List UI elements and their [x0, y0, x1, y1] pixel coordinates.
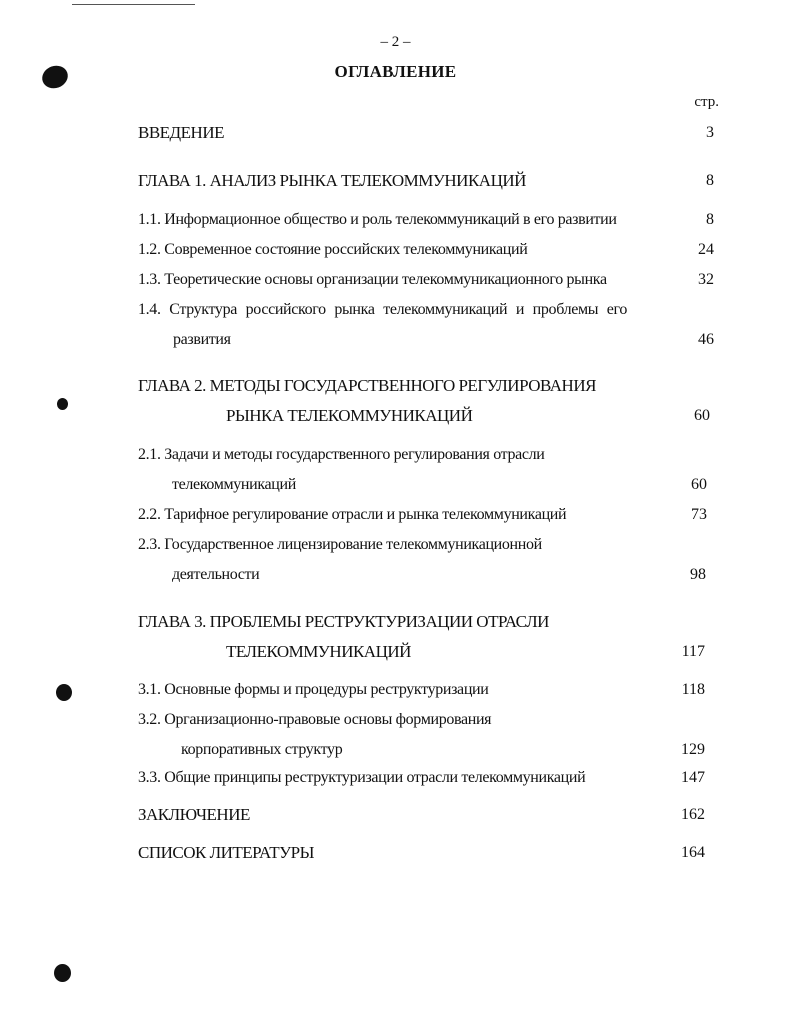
toc-intro-title[interactable]: ВВЕДЕНИЕ [138, 123, 224, 142]
toc-section-1-4-title-line1[interactable]: 1.4. Структура российского рынка телекоммуникаций и проблемы его [138, 301, 628, 318]
toc-section-2-3-title-line2[interactable]: деятельности [172, 566, 260, 583]
toc-section-2-3-title-line1[interactable]: 2.3. Государственное лицензирование телекоммуникационной [138, 536, 542, 553]
toc-section-3-1-title[interactable]: 3.1. Основные формы и процедуры реструктуризации [138, 681, 489, 698]
toc-section-3-3-title[interactable]: 3.3. Общие принципы реструктуризации отрасли телекоммуникаций [138, 769, 586, 786]
toc-section-1-3-title[interactable]: 1.3. Теоретические основы организации телекоммуникационного рынка [138, 271, 607, 288]
toc-chapter-3-title-line1[interactable]: ГЛАВА 3. ПРОБЛЕМЫ РЕСТРУКТУРИЗАЦИИ ОТРАСЛИ [138, 612, 549, 631]
toc-section-1-4-page: 46 [698, 331, 714, 348]
toc-section-1-2-page: 24 [698, 241, 714, 258]
toc-chapter-3-page: 117 [681, 643, 705, 660]
toc-intro-page: 3 [706, 124, 714, 141]
toc-conclusion-title[interactable]: ЗАКЛЮЧЕНИЕ [138, 805, 250, 824]
toc-section-2-3-page: 98 [690, 566, 706, 583]
toc-section-3-1-page: 118 [681, 681, 705, 698]
pages-column-label: стр. [694, 94, 719, 110]
toc-section-2-1-title-line1[interactable]: 2.1. Задачи и методы государственного регулирования отрасли [138, 446, 545, 463]
toc-section-1-2-title[interactable]: 1.2. Современное состояние российских телекоммуникаций [138, 241, 528, 258]
toc-section-3-2-title-line2[interactable]: корпоративных структур [181, 741, 343, 758]
toc-references-page: 164 [681, 844, 705, 861]
toc-section-3-3-page: 147 [681, 769, 705, 786]
toc-section-1-1-title[interactable]: 1.1. Информационное общество и роль телекоммуникаций в его развитии [138, 211, 617, 228]
toc-section-1-3-page: 32 [698, 271, 714, 288]
toc-chapter-2-title-line2[interactable]: РЫНКА ТЕЛЕКОММУНИКАЦИЙ [226, 406, 473, 425]
toc-section-2-1-title-line2[interactable]: телекоммуникаций [172, 476, 296, 493]
toc-section-3-2-title-line1[interactable]: 3.2. Организационно-правовые основы формирования [138, 711, 492, 728]
toc-section-2-2-title[interactable]: 2.2. Тарифное регулирование отрасли и рынка телекоммуникаций [138, 506, 567, 523]
punch-hole-mark [54, 964, 71, 982]
toc-section-2-2-page: 73 [691, 506, 707, 523]
page-title: ОГЛАВЛЕНИЕ [334, 62, 457, 81]
toc-section-1-4-title-line2[interactable]: развития [173, 331, 231, 348]
toc-chapter-2-title-line1[interactable]: ГЛАВА 2. МЕТОДЫ ГОСУДАРСТВЕННОГО РЕГУЛИРОВАНИЯ [138, 376, 596, 395]
toc-section-1-1-page: 8 [706, 211, 714, 228]
scan-artifact-line [150, 4, 195, 5]
toc-chapter-1-page: 8 [706, 172, 714, 189]
page-number: – 2 – [380, 34, 411, 50]
punch-hole-mark [56, 684, 72, 701]
toc-chapter-2-page: 60 [694, 407, 710, 424]
toc-conclusion-page: 162 [681, 806, 705, 823]
toc-references-title[interactable]: СПИСОК ЛИТЕРАТУРЫ [138, 843, 314, 862]
toc-section-3-2-page: 129 [681, 741, 705, 758]
toc-chapter-1-title[interactable]: ГЛАВА 1. АНАЛИЗ РЫНКА ТЕЛЕКОММУНИКАЦИЙ [138, 171, 526, 190]
toc-chapter-3-title-line2[interactable]: ТЕЛЕКОММУНИКАЦИЙ [226, 642, 411, 661]
toc-section-2-1-page: 60 [691, 476, 707, 493]
punch-hole-mark [57, 398, 68, 410]
